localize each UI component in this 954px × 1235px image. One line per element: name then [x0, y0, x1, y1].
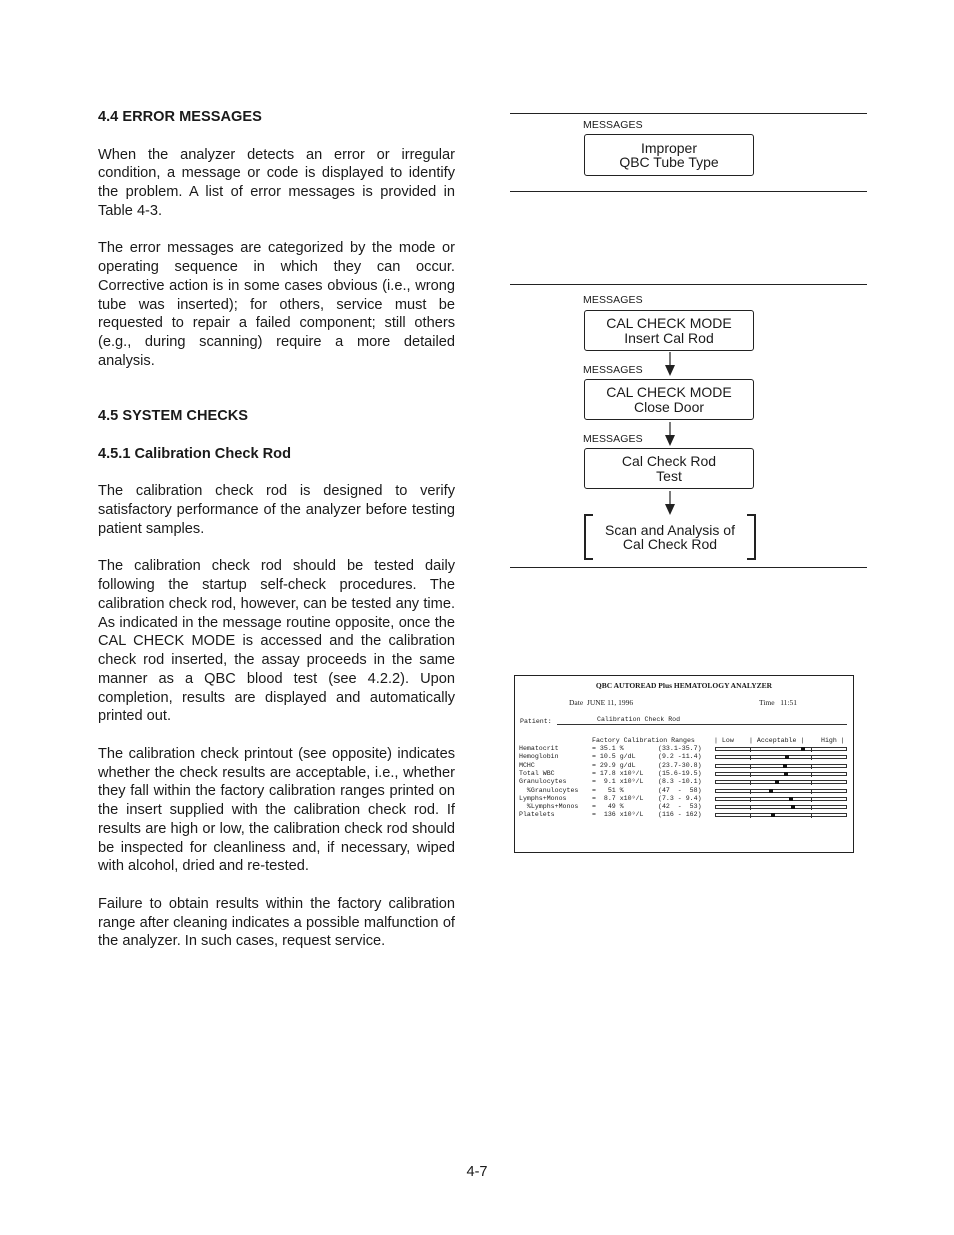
row-name: Hemoglobin — [519, 753, 559, 761]
message-display — [584, 310, 754, 351]
result-marker — [784, 772, 788, 776]
date-label: Date — [569, 698, 584, 707]
message-display — [584, 448, 754, 489]
printout-row — [515, 753, 853, 761]
message-line: Test — [656, 467, 682, 484]
subsection-heading: 4.5.1 Calibration Check Rod — [98, 445, 292, 462]
paragraph: The error messages are categorized by the mode or operating sequence in which they can occur. Corrective action is in some cases obvious (i.e., wrong tube was inserted); for others, service must be requested to repair a failed component; still others (e.g., during scanning) require a more detailed analysis. — [98, 240, 455, 369]
paragraph: The calibration check rod should be tested daily following the startup self-check procedures. The calibration check rod, however, can be tested any time. As indicated in the message routine opposite, once the CAL CHECK MODE is accessed and the calibration check rod inserted, the assay proceeds in the same manner as a QBC blood test (see 4.2.2). Upon completion, results are displayed and automatically printed out. — [98, 558, 455, 725]
divider — [510, 567, 867, 568]
message-display — [584, 134, 754, 176]
page-number: 4-7 — [466, 1164, 488, 1180]
range-tick — [811, 772, 812, 777]
range-bar — [715, 805, 847, 809]
printout-row — [515, 745, 853, 753]
range-bar — [715, 797, 847, 801]
message-line: Close Door — [633, 398, 705, 415]
range-bar — [715, 755, 847, 759]
paragraph: The calibration check rod is designed to verify satisfactory performance of the analyzer before testing patient samples. — [98, 483, 455, 537]
right-bracket-icon — [747, 514, 756, 560]
row-range: (47 - 58) — [658, 786, 702, 794]
range-bar — [715, 772, 847, 776]
low-header: | Low — [714, 737, 734, 744]
range-bar — [715, 747, 847, 751]
message-line: QBC Tube Type — [619, 154, 719, 170]
row-value: = 49 % — [592, 803, 624, 811]
date-value: JUNE 11, 1996 — [586, 698, 634, 707]
printout-title: QBC AUTOREAD Plus HEMATOLOGY ANALYZER — [595, 681, 773, 690]
range-tick — [811, 797, 812, 802]
row-range: (23.7-30.8) — [658, 761, 702, 769]
patient-value: Calibration Check Rod — [597, 716, 681, 723]
result-marker — [789, 797, 793, 801]
message-line: Improper — [640, 139, 698, 156]
message-line: CAL CHECK MODE — [606, 384, 732, 400]
range-tick — [750, 772, 751, 777]
result-marker — [769, 789, 773, 793]
printout-row — [515, 811, 853, 819]
patient-label: Patient: — [520, 718, 552, 725]
row-name: %Lymphs+Monos — [519, 803, 579, 811]
left-bracket-icon — [584, 514, 593, 560]
section-heading: 4.4 ERROR MESSAGES — [98, 109, 262, 125]
range-bar — [715, 813, 847, 817]
row-value: = 10.5 g/dL — [592, 753, 636, 761]
range-bar — [715, 789, 847, 793]
range-tick — [750, 797, 751, 802]
range-tick — [811, 780, 812, 785]
range-tick — [750, 805, 751, 810]
printout-time — [759, 698, 797, 707]
row-name: Lymphs+Monos — [519, 794, 567, 802]
ranges-header: Factory Calibration Ranges — [592, 737, 695, 744]
range-tick — [750, 764, 751, 769]
range-tick — [750, 780, 751, 785]
result-marker — [791, 805, 795, 809]
range-tick — [811, 813, 812, 818]
row-value: = 51 % — [592, 786, 624, 794]
row-value: = 136 x10⁹/L — [592, 811, 644, 819]
row-name: Platelets — [519, 811, 555, 819]
messages-label: MESSAGES — [583, 294, 643, 306]
paragraph: When the analyzer detects an error or irregular condition, a message or code is displayed to identify the problem. A list of error messages is provided in Table 4-3. — [98, 146, 455, 219]
calibration-printout — [514, 675, 854, 853]
arrow-down-icon — [664, 352, 676, 376]
row-range: (116 - 162) — [658, 811, 702, 819]
row-name: Hematocrit — [519, 745, 559, 752]
messages-label: MESSAGES — [583, 119, 643, 131]
result-marker — [783, 764, 787, 768]
range-tick — [811, 747, 812, 752]
arrow-down-icon — [664, 491, 676, 515]
range-tick — [811, 789, 812, 794]
row-name: Total WBC — [519, 769, 555, 777]
range-tick — [750, 755, 751, 760]
section-error-messages — [98, 108, 455, 371]
high-header: High | — [821, 737, 845, 744]
printout-row — [515, 762, 853, 770]
printout-row — [515, 803, 853, 811]
section-system-checks — [98, 407, 455, 951]
row-name: MCHC — [519, 761, 535, 769]
result-marker — [775, 780, 779, 784]
range-bar — [715, 780, 847, 784]
range-tick — [750, 789, 751, 794]
row-value: = 29.9 g/dL — [592, 761, 636, 769]
range-tick — [811, 755, 812, 760]
message-line: Insert Cal Rod — [624, 329, 714, 346]
row-range: (15.6-19.5) — [658, 769, 702, 777]
step-line: Scan and Analysis of — [605, 521, 735, 538]
divider — [510, 113, 867, 114]
arrow-down-icon — [664, 422, 676, 446]
row-range: (7.3 - 9.4) — [658, 794, 702, 802]
row-range: (42 - 53) — [658, 803, 702, 811]
row-value: = 35.1 % — [592, 745, 624, 752]
message-line: Cal Check Rod — [621, 453, 717, 469]
row-value: = 17.8 x10⁹/L — [592, 769, 644, 777]
time-value: 11:51 — [780, 698, 798, 707]
range-tick — [811, 764, 812, 769]
range-tick — [811, 805, 812, 810]
printout-row — [515, 787, 853, 795]
row-range: (9.2 -11.4) — [658, 753, 702, 761]
row-name: Granulocytes — [519, 778, 567, 786]
result-marker — [801, 747, 805, 751]
step-line: Cal Check Rod — [622, 536, 718, 552]
divider — [510, 284, 867, 285]
row-range: (33.1-35.7) — [658, 745, 702, 752]
message-display — [584, 379, 754, 420]
section-heading: 4.5 SYSTEM CHECKS — [98, 408, 249, 424]
result-marker — [785, 755, 789, 759]
range-tick — [750, 747, 751, 752]
messages-label: MESSAGES — [583, 433, 643, 445]
messages-label: MESSAGES — [583, 364, 643, 376]
result-marker — [771, 813, 775, 817]
paragraph: Failure to obtain results within the factory calibration range after cleaning indicates a possible malfunction of the analyzer. In such cases, request service. — [98, 895, 455, 950]
printout-date — [569, 698, 633, 707]
printout-row — [515, 778, 853, 786]
paragraph: The calibration check printout (see opposite) indicates whether the check results are acceptable, i.e., whether they fall within the factory calibration ranges printed on the insert supplied with the calibration check rod. If results are high or low, the calibration check rod should be inspected for cleanliness and, if necessary, wiped with alcohol, dried and re-tested. — [98, 745, 455, 875]
range-tick — [750, 813, 751, 818]
row-name: %Granulocytes — [519, 786, 579, 794]
scan-analysis-step — [584, 514, 756, 560]
acceptable-header: | Acceptable | — [749, 737, 805, 744]
patient-underline — [557, 724, 847, 725]
message-line: CAL CHECK MODE — [606, 315, 732, 331]
row-value: = 8.7 x10⁹/L — [592, 794, 644, 802]
range-bar — [715, 764, 847, 768]
printout-row — [515, 795, 853, 803]
time-label: Time — [759, 698, 775, 707]
divider — [510, 191, 867, 192]
row-value: = 9.1 x10⁹/L — [592, 778, 644, 786]
printout-row — [515, 770, 853, 778]
row-range: (8.3 -10.1) — [658, 778, 702, 786]
